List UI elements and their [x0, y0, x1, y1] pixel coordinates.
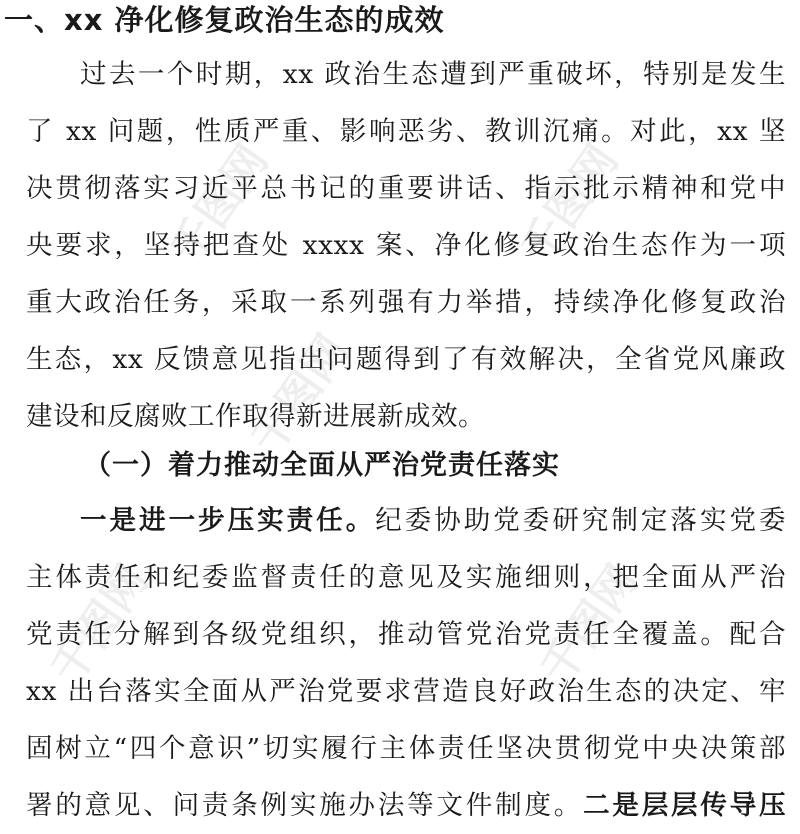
- watermark: 千图网: [240, 325, 359, 464]
- watermark: 千图网: [40, 555, 159, 694]
- paragraph-text: 纪委协助党委研究制定落实党委: [375, 505, 787, 536]
- paragraph-text: 署的意见、问责条例实施办法等文件制度。: [26, 790, 584, 821]
- paragraph-line: 央要求，坚持把查处 xxxx 案、净化修复政治生态作为一项: [26, 230, 786, 261]
- paragraph-line: 主体责任和纪委监督责任的意见及实施细则，把全面从严治: [26, 562, 786, 593]
- paragraph-line: [26, 492, 786, 549]
- section-heading: 一、xx 净化修复政治生态的成效: [4, 3, 445, 37]
- paragraph-line: 了 xx 问题，性质严重、影响恶劣、教训沉痛。对此，xx 坚: [26, 116, 786, 147]
- paragraph-2: [26, 492, 786, 834]
- paragraph-line: xx 出台落实全面从严治党要求营造良好政治生态的决定、牢: [26, 676, 786, 707]
- paragraph-line: 固树立“四个意识”切实履行主体责任坚决贯彻党中央决策部: [26, 733, 786, 764]
- watermark: 千图网: [530, 555, 649, 694]
- paragraph-1: [26, 46, 786, 445]
- paragraph-line: 决贯彻落实习近平总书记的重要讲话、指示批示精神和党中: [26, 173, 786, 204]
- lead-phrase: 一是进一步压实责任。: [80, 505, 376, 536]
- lead-phrase: 二是层层传导压: [583, 790, 787, 821]
- watermark: 千图网: [160, 135, 279, 274]
- paragraph-line: 生态，xx 反馈意见指出问题得到了有效解决，全省党风廉政: [26, 344, 786, 375]
- subsection-heading: （一）着力推动全面从严治党责任落实: [84, 450, 560, 481]
- watermark: 千图网: [510, 135, 629, 274]
- paragraph-line: 党责任分解到各级党组织，推动管党治党责任全覆盖。配合: [26, 619, 786, 650]
- paragraph-line: 重大政治任务，采取一系列强有力举措，持续净化修复政治: [26, 287, 786, 318]
- paragraph-line: [26, 777, 786, 834]
- paragraph-line: 过去一个时期，xx 政治生态遭到严重破坏，特别是发生: [80, 59, 786, 90]
- paragraph-line: 建设和反腐败工作取得新进展新成效。: [26, 401, 485, 432]
